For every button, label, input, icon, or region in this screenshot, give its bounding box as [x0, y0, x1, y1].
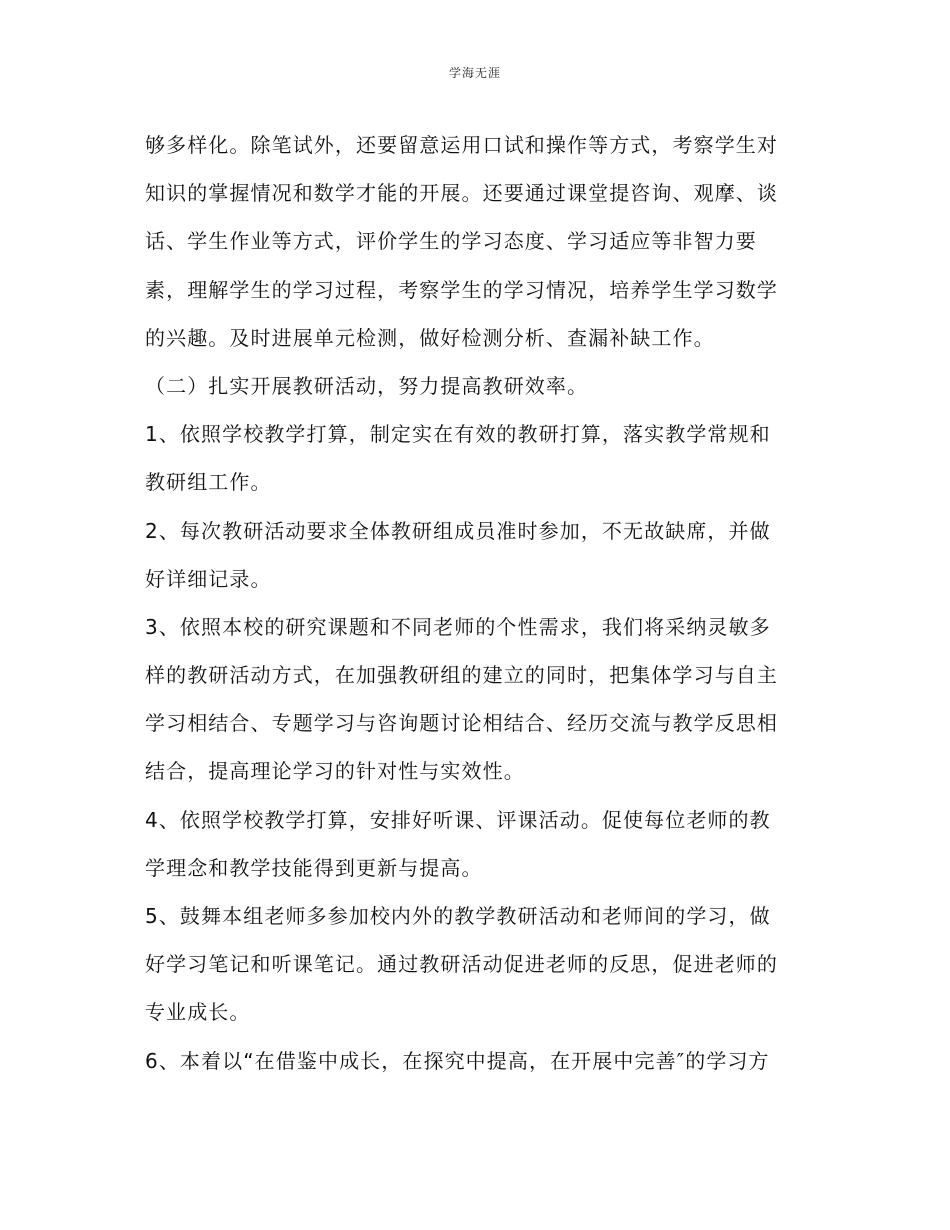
text-line: 教研组工作。 [145, 470, 272, 495]
text-line: 5、鼓舞本组老师多参加校内外的教学教研活动和老师间的学习，做 [145, 904, 771, 928]
text-line: 1、依照学校教学打算，制定实在有效的教研打算，落实教学常规和 [145, 422, 771, 447]
text-line: 好学习笔记和听课笔记。通过教研活动促进老师的反思，促进老师的 [145, 952, 778, 977]
text-line: 学习相结合、专题学习与咨询题讨论相结合、经历交流与教学反思相 [145, 711, 778, 736]
text-line: 6、本着以“在借鉴中成长，在探究中提高，在开展中完善″的学习方 [145, 1048, 770, 1073]
text-line: 话、学生作业等方式，评价学生的学习态度、学习适应等非智力要 [145, 229, 757, 254]
text-line: 的兴趣。及时进展单元检测，做好检测分析、查漏补缺工作。 [145, 325, 715, 350]
text-line: 3、依照本校的研究课题和不同老师的个性需求，我们将采纳灵敏多 [145, 614, 771, 639]
text-line: 专业成长。 [145, 1000, 251, 1025]
text-line: 4、依照学校教学打算，安排好听课、评课活动。促使每位老师的教 [145, 807, 771, 832]
section-heading: （二）扎实开展教研活动，努力提高教研效率。 [145, 373, 589, 398]
text-line: 样的教研活动方式，在加强教研组的建立的同时，把集体学习与自主 [145, 663, 778, 688]
text-line: 素，理解学生的学习过程，考察学生的学习情况，培养学生学习数学 [145, 277, 778, 302]
page-header: 学海无涯 [448, 66, 501, 80]
text-line: 好详细记录。 [145, 566, 272, 591]
text-line: 2、每次教研活动要求全体教研组成员准时参加，不无故缺席，并做 [145, 518, 771, 543]
document-body [145, 121, 825, 1085]
text-line: 学理念和教学技能得到更新与提高。 [145, 855, 483, 880]
text-line: 结合，提高理论学习的针对性与实效性。 [145, 759, 525, 784]
text-line: 够多样化。除笔试外，还要留意运用口试和操作等方式，考察学生对 [145, 133, 778, 157]
text-line: 知识的掌握情况和数学才能的开展。还要通过课堂提咨询、观摩、谈 [145, 181, 778, 206]
